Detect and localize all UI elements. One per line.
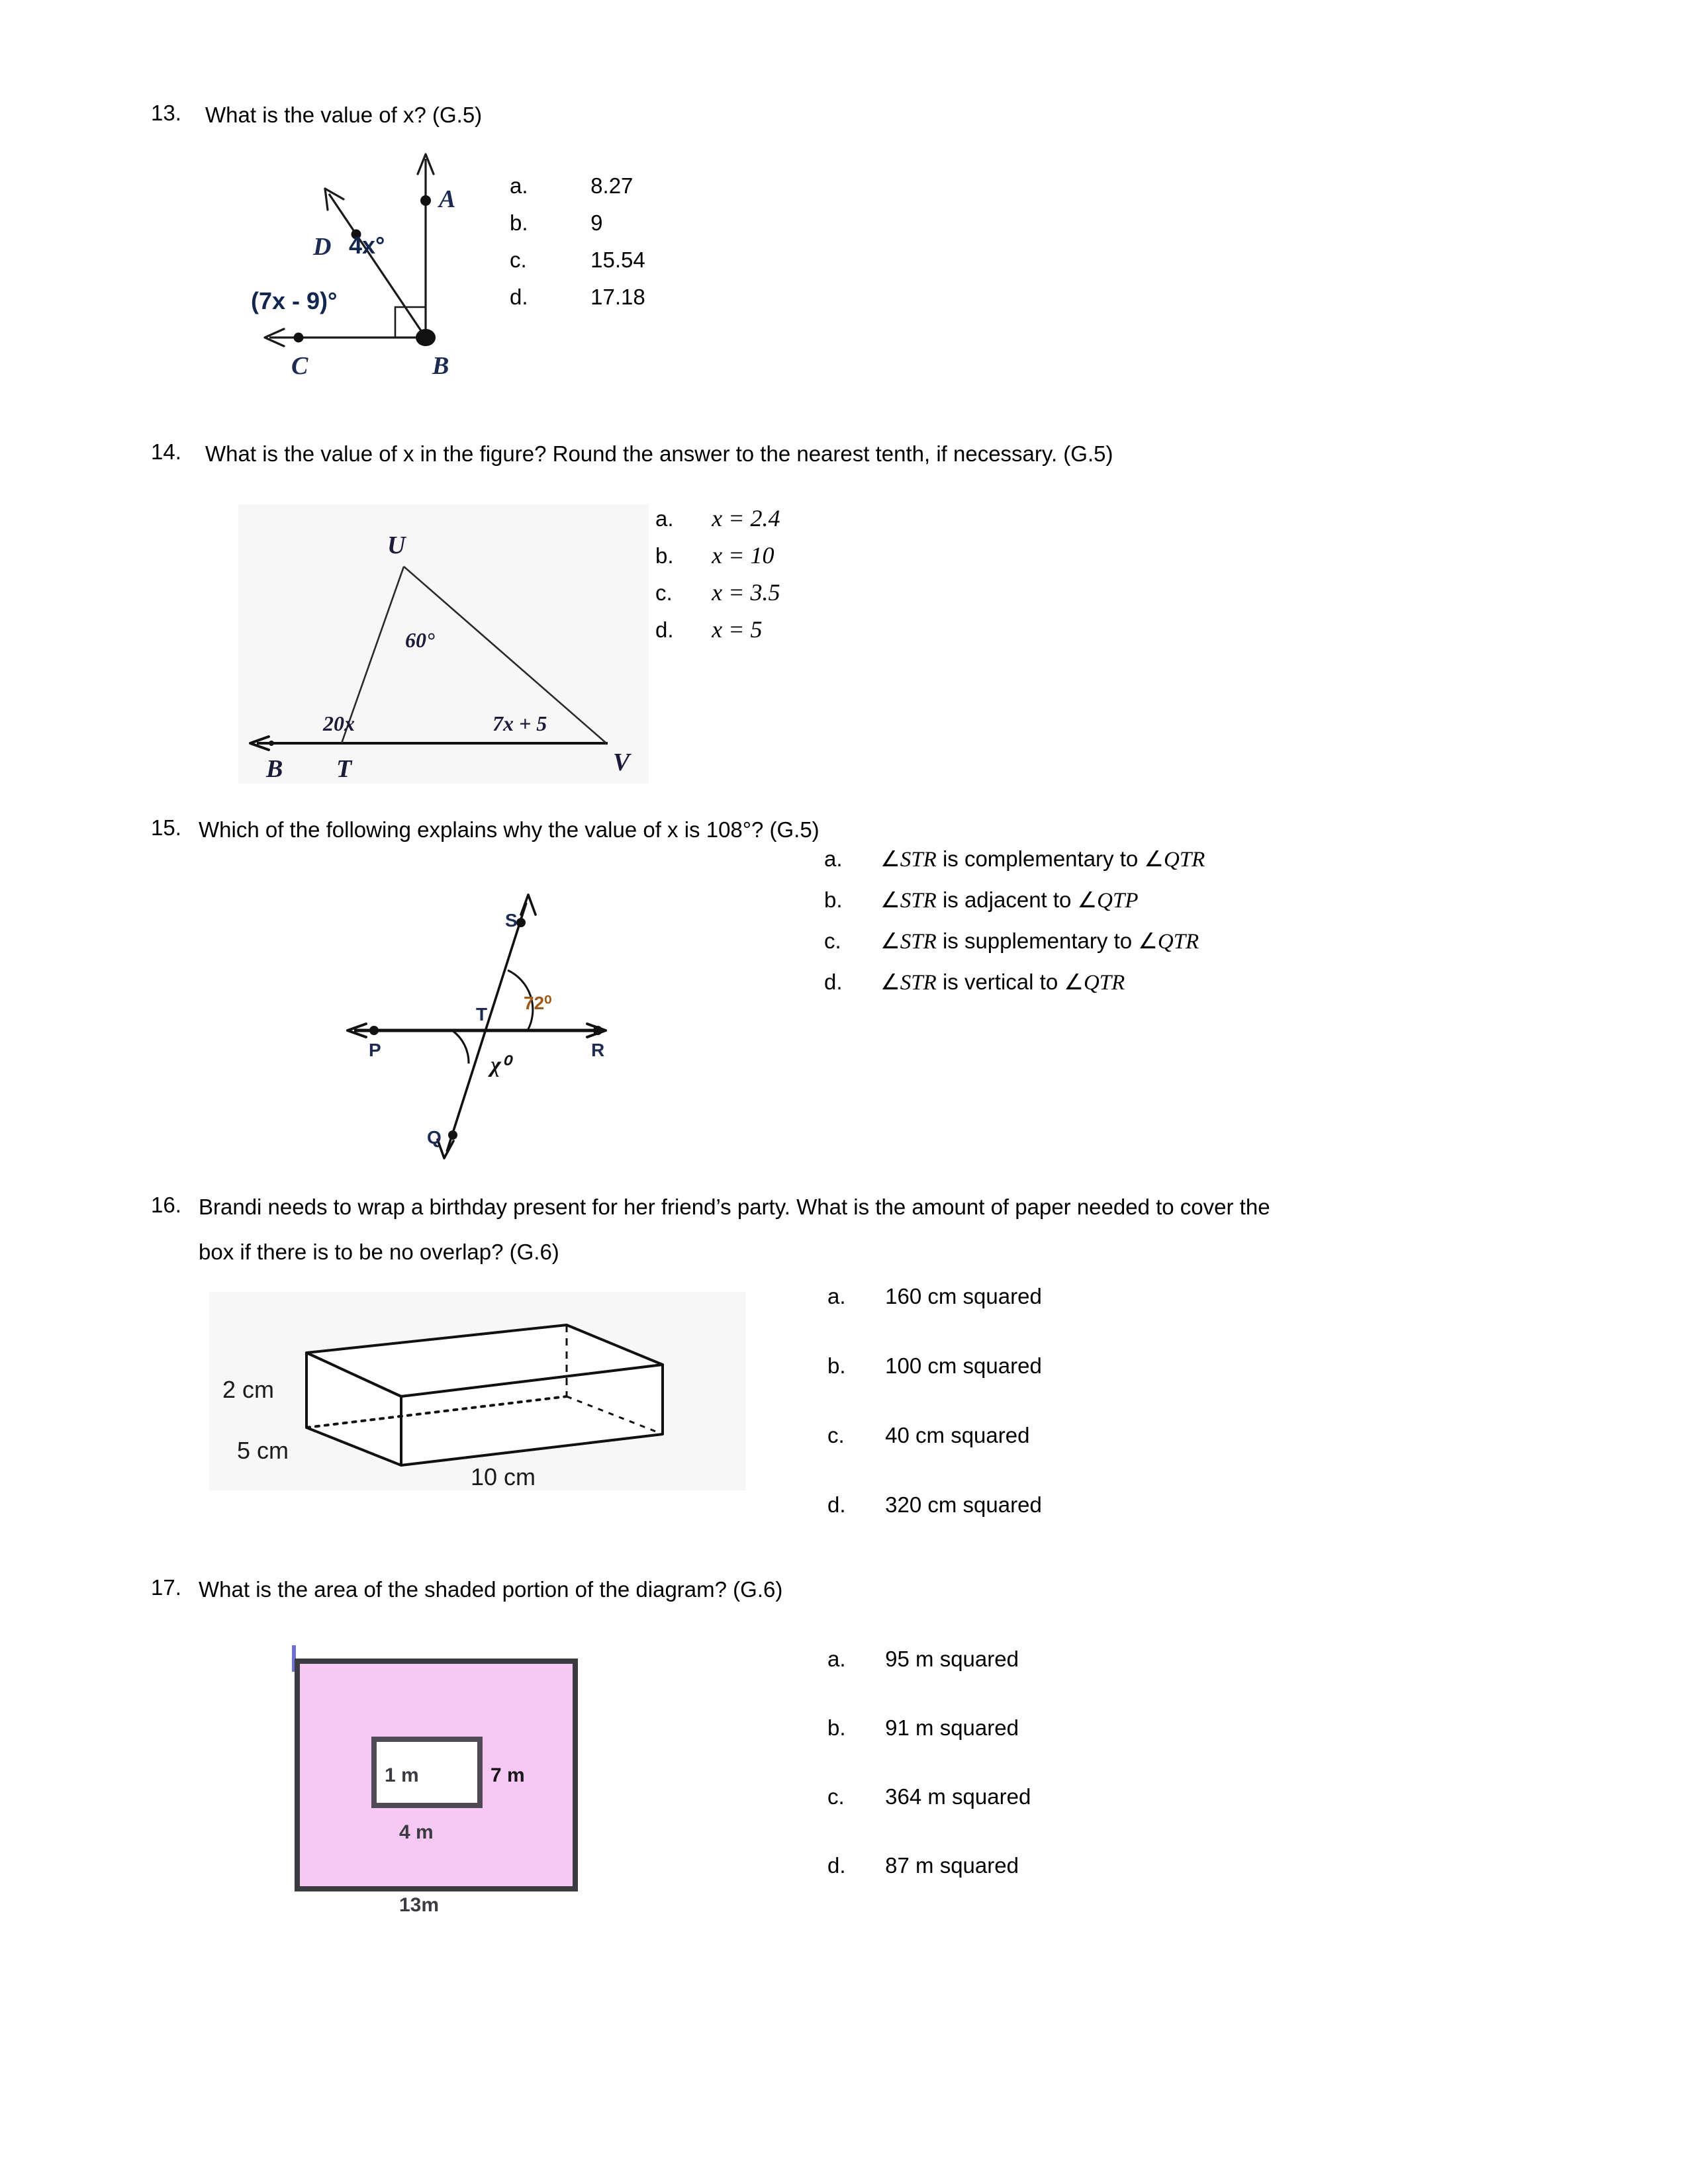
option-c-value: ∠STR is supplementary to ∠QTR — [880, 928, 1199, 954]
question-16-options — [827, 1284, 1042, 1562]
label-Q: Q — [427, 1127, 442, 1148]
label-T: T — [336, 755, 352, 783]
option-d[interactable] — [824, 969, 1205, 1010]
question-13-figure — [251, 136, 473, 381]
option-c[interactable] — [827, 1423, 1042, 1492]
option-c-value: 40 cm squared — [885, 1423, 1030, 1447]
option-a-value: 8.27 — [590, 173, 633, 198]
question-16-text-line-1: Brandi needs to wrap a birthday present for her friend’s party. What is the amount of paper needed to cover the — [199, 1195, 1270, 1219]
label-T: T — [476, 1004, 488, 1024]
option-d[interactable] — [655, 615, 780, 653]
question-14-text: What is the value of x in the figure? Round the answer to the nearest tenth, if necessary. (G.5) — [205, 441, 1113, 466]
option-b-value: 9 — [590, 210, 603, 235]
label-P: P — [369, 1040, 381, 1060]
question-15-number: 15. — [151, 815, 181, 840]
option-a-label: a. — [827, 1284, 846, 1308]
option-c-label: c. — [510, 248, 527, 272]
angle-label-7x-9: (7x - 9)° — [251, 287, 338, 314]
option-a[interactable] — [824, 846, 1205, 887]
question-15-text: Which of the following explains why the value of x is 108°? (G.5) — [199, 817, 820, 842]
option-a[interactable] — [510, 173, 645, 210]
label-U: U — [387, 531, 406, 559]
angle-label-x: χ⁰ — [491, 1053, 510, 1077]
question-14-number: 14. — [151, 439, 181, 464]
option-d-label: d. — [510, 285, 528, 309]
option-d-label: d. — [827, 1492, 846, 1517]
point-Q-dot — [448, 1130, 457, 1140]
option-c-label: c. — [655, 580, 673, 605]
option-d[interactable] — [827, 1492, 1042, 1562]
option-b[interactable] — [510, 210, 645, 248]
option-a-label: a. — [655, 506, 674, 531]
question-13-number: 13. — [151, 101, 181, 125]
label-A: A — [439, 185, 456, 213]
point-A-dot — [420, 195, 431, 206]
arc-x — [452, 1030, 469, 1064]
label-C: C — [291, 352, 308, 380]
option-a[interactable] — [655, 504, 780, 541]
triangle-exterior-angle-svg — [238, 504, 649, 784]
option-b-label: b. — [510, 210, 528, 235]
question-16-text-line-2: box if there is to be no overlap? (G.6) — [199, 1240, 559, 1264]
option-b[interactable] — [827, 1715, 1031, 1784]
option-c-label: c. — [827, 1784, 845, 1809]
option-a-value: ∠STR is complementary to ∠QTR — [880, 846, 1205, 872]
rectangular-prism-svg — [209, 1292, 745, 1490]
label-R: R — [591, 1040, 605, 1060]
option-a-label: a. — [827, 1647, 846, 1671]
option-c[interactable] — [824, 928, 1205, 969]
option-b-value: ∠STR is adjacent to ∠QTP — [880, 887, 1139, 913]
question-17-figure — [281, 1628, 599, 1916]
angle-label-72: 72⁰ — [524, 993, 552, 1013]
label-S: S — [505, 910, 518, 931]
option-d-label: d. — [655, 617, 674, 642]
question-13-options — [510, 173, 645, 322]
question-14-figure — [238, 504, 649, 784]
option-a[interactable] — [827, 1647, 1031, 1715]
point-B-dot — [416, 329, 436, 346]
option-a-label: a. — [824, 846, 843, 871]
option-d-value: 320 cm squared — [885, 1492, 1042, 1517]
dimension-label-1m: 1 m — [385, 1764, 419, 1786]
option-d-value: x = 5 — [712, 616, 763, 643]
option-a[interactable] — [827, 1284, 1042, 1353]
option-a-label: a. — [510, 173, 528, 198]
dimension-label-13m: 13m — [399, 1894, 440, 1916]
question-15-options — [824, 846, 1205, 1010]
dimension-label-5cm: 5 cm — [237, 1437, 289, 1464]
option-b[interactable] — [824, 887, 1205, 928]
option-d-label: d. — [827, 1853, 846, 1878]
label-B: B — [432, 352, 449, 380]
option-c-value: 15.54 — [590, 248, 645, 272]
option-a-value: 95 m squared — [885, 1647, 1019, 1671]
option-c-value: 364 m squared — [885, 1784, 1031, 1809]
label-D: D — [313, 233, 332, 261]
option-c-value: x = 3.5 — [712, 579, 780, 606]
dimension-label-2cm: 2 cm — [222, 1376, 275, 1403]
option-b[interactable] — [655, 541, 780, 578]
option-c[interactable] — [510, 248, 645, 285]
intersecting-lines-svg — [328, 874, 612, 1152]
option-d-value: 87 m squared — [885, 1853, 1019, 1878]
question-17-number: 17. — [151, 1575, 181, 1600]
dimension-label-4m: 4 m — [399, 1821, 434, 1843]
angle-rays-svg — [251, 136, 473, 381]
question-17-text: What is the area of the shaded portion of the diagram? (G.6) — [199, 1577, 783, 1602]
option-b-label: b. — [824, 887, 843, 912]
angle-label-60: 60° — [405, 628, 435, 652]
angle-label-7x-plus-5: 7x + 5 — [492, 711, 547, 735]
point-P-dot — [369, 1026, 379, 1035]
option-c-label: c. — [824, 929, 841, 953]
point-B-dot — [269, 741, 274, 746]
question-15-figure — [328, 874, 612, 1152]
option-b-value: x = 10 — [712, 542, 774, 569]
option-b-label: b. — [655, 543, 674, 568]
option-d-label: d. — [824, 970, 843, 994]
shaded-rectangle-svg — [281, 1628, 599, 1916]
question-17-options — [827, 1647, 1031, 1922]
option-b-value: 91 m squared — [885, 1715, 1019, 1740]
option-b-label: b. — [827, 1715, 846, 1740]
dimension-label-7m: 7 m — [491, 1764, 525, 1786]
option-c-label: c. — [827, 1423, 845, 1447]
question-16-figure — [209, 1292, 745, 1490]
question-14-options — [655, 504, 780, 653]
point-C-dot — [294, 333, 304, 343]
option-d-value: 17.18 — [590, 285, 645, 309]
label-V: V — [613, 749, 630, 776]
option-c[interactable] — [655, 578, 780, 615]
option-d-value: ∠STR is vertical to ∠QTR — [880, 969, 1125, 995]
angle-label-20x: 20x — [323, 711, 355, 735]
point-R-dot — [593, 1026, 602, 1035]
option-b-value: 100 cm squared — [885, 1353, 1042, 1378]
option-c[interactable] — [827, 1784, 1031, 1853]
option-d[interactable] — [510, 285, 645, 322]
point-S-dot — [516, 918, 526, 927]
option-a-value: 160 cm squared — [885, 1284, 1042, 1308]
label-B: B — [266, 755, 283, 783]
angle-label-4x: 4x° — [349, 232, 385, 259]
option-b-label: b. — [827, 1353, 846, 1378]
question-16-number: 16. — [151, 1193, 181, 1217]
question-13-text: What is the value of x? (G.5) — [205, 103, 483, 127]
option-b[interactable] — [827, 1353, 1042, 1423]
option-d[interactable] — [827, 1853, 1031, 1922]
dimension-label-10cm: 10 cm — [471, 1463, 536, 1490]
option-a-value: x = 2.4 — [712, 505, 780, 531]
